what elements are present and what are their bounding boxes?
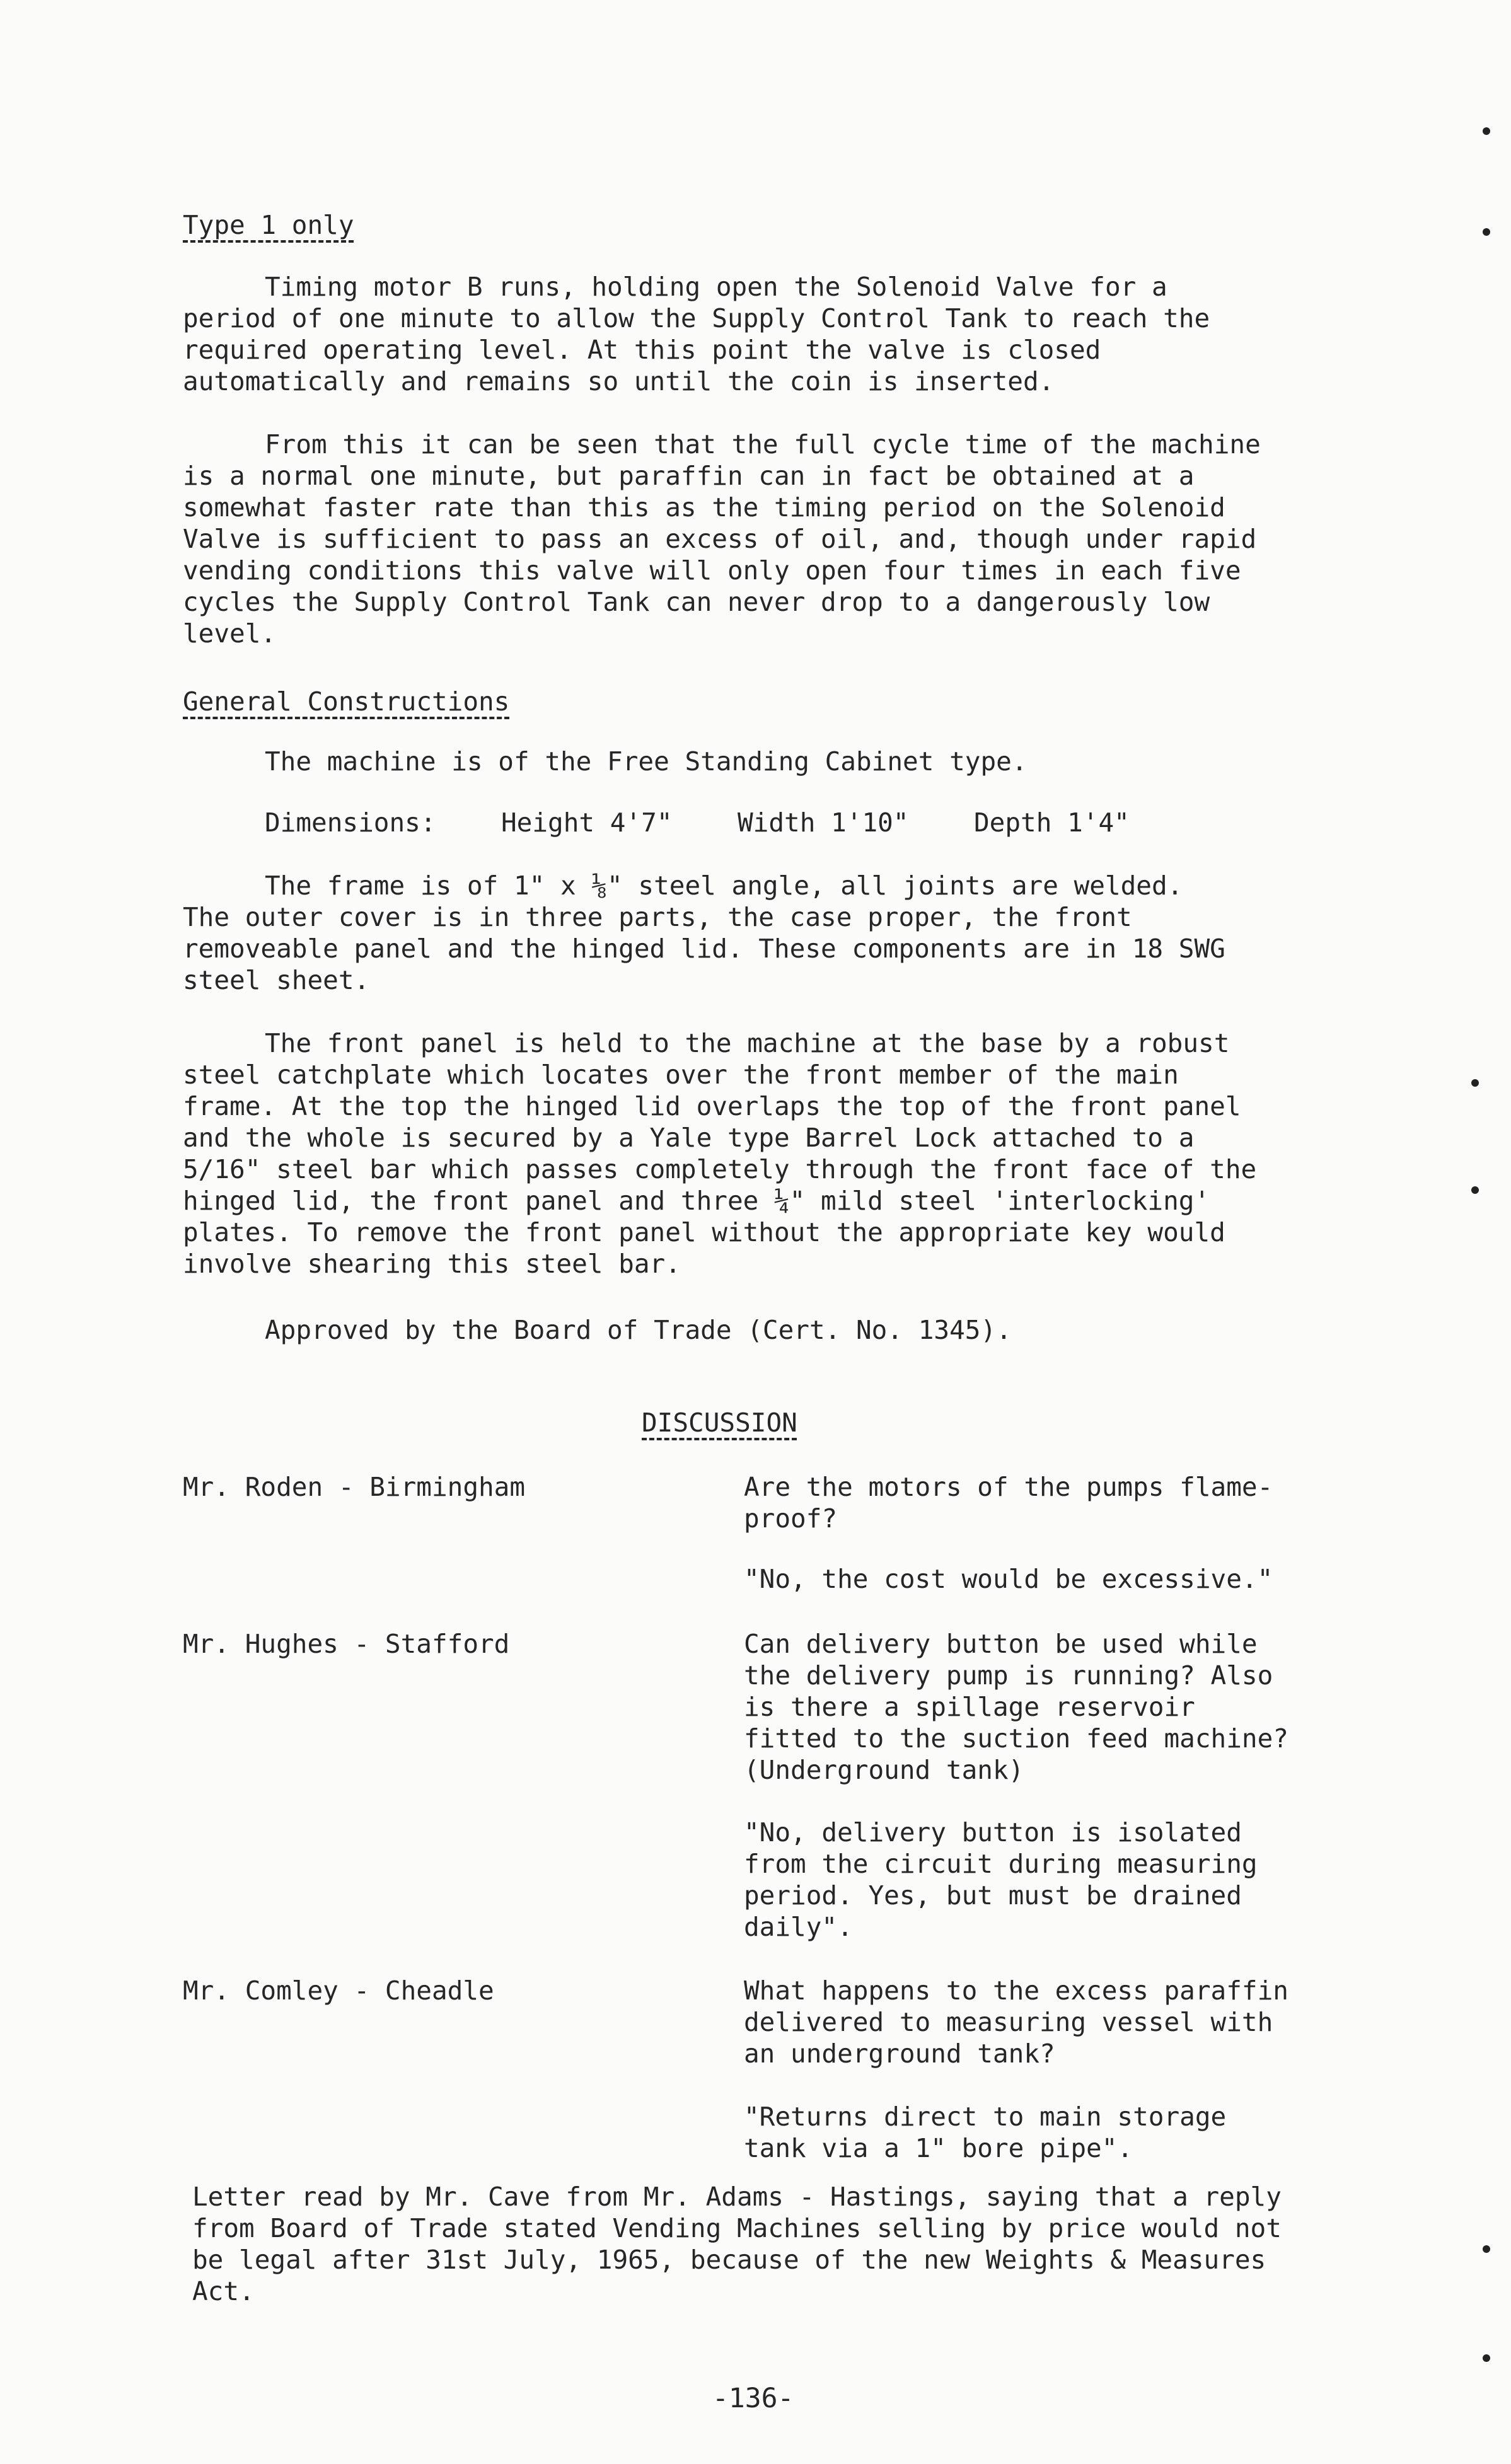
answer (744, 2101, 1226, 2164)
text-line: Are the motors of the pumps flame- (744, 1472, 1273, 1502)
text-line: (Underground tank) (744, 1755, 1024, 1785)
text-line: level. (183, 618, 277, 649)
text-line: automatically and remains so until the coin is inserted. (183, 366, 1055, 396)
answer (744, 1817, 1258, 1943)
answer (744, 1563, 1273, 1595)
question (744, 1975, 1288, 2069)
text-line: is a normal one minute, but paraffin can in fact be obtained at a (183, 461, 1195, 491)
text-line: Timing motor B runs, holding open the Solenoid Valve for a (265, 272, 1167, 302)
dimension-width: Width 1'10" (738, 807, 909, 838)
text-line: is there a spillage reservoir (744, 1692, 1195, 1722)
scan-mark (1483, 2245, 1490, 2253)
text-line: frame. At the top the hinged lid overlaps the top of the front panel (183, 1091, 1241, 1121)
text-line: The front panel is held to the machine at the base by a robust (265, 1028, 1230, 1058)
text-line: be legal after 31st July, 1965, because of the new Weights & Measures (192, 2245, 1266, 2275)
text-line: an underground tank? (744, 2039, 1055, 2069)
question (744, 1471, 1273, 1534)
text-line: fitted to the suction feed machine? (744, 1723, 1288, 1754)
dimensions-label: Dimensions: (265, 807, 436, 838)
page-number: -136- (712, 2383, 794, 2414)
text-line: somewhat faster rate than this as the timing period on the Solenoid (183, 492, 1225, 523)
text-line: From this it can be seen that the full cycle time of the machine (265, 429, 1261, 460)
text-line: Act. (192, 2276, 255, 2306)
text-line: The outer cover is in three parts, the case proper, the front (183, 902, 1132, 932)
cabinet-line: The machine is of the Free Standing Cabinet type. (265, 746, 1028, 777)
text-line: cycles the Supply Control Tank can never drop to a dangerously low (183, 587, 1210, 617)
cycle-paragraph (183, 429, 1261, 649)
text-line: 5/16" steel bar which passes completely through the front face of the (183, 1154, 1257, 1184)
text-line: steel catchplate which locates over the front member of the main (183, 1060, 1179, 1090)
text-line: Valve is sufficient to pass an excess of oil, and, though under rapid (183, 524, 1257, 554)
scan-mark (1471, 1079, 1479, 1087)
scan-mark (1471, 1186, 1479, 1194)
text-line: "Returns direct to main storage (744, 2102, 1227, 2132)
text-line: tank via a 1" bore pipe". (744, 2133, 1133, 2163)
discussion-heading: DISCUSSION (642, 1408, 797, 1438)
question (744, 1628, 1288, 1786)
text-line: removeable panel and the hinged lid. These components are in 18 SWG (183, 934, 1225, 964)
text-line: Can delivery button be used while (744, 1629, 1258, 1659)
text-line: What happens to the excess paraffin (744, 1975, 1288, 2006)
general-heading: General Constructions (183, 686, 510, 717)
speaker-name: Mr. Comley - Cheadle (183, 1975, 494, 2006)
text-line: proof? (744, 1503, 838, 1534)
text-line: Letter read by Mr. Cave from Mr. Adams - Hastings, saying that a reply (192, 2182, 1282, 2212)
text-line: from the circuit during measuring (744, 1849, 1258, 1879)
speaker-name: Mr. Hughes - Stafford (183, 1629, 510, 1659)
text-line: period. Yes, but must be drained (744, 1880, 1242, 1911)
text-line: the delivery pump is running? Also (744, 1660, 1273, 1691)
letter-paragraph (192, 2181, 1282, 2307)
dimension-depth: Depth 1'4" (974, 807, 1130, 838)
text-line: delivered to measuring vessel with (744, 2007, 1273, 2037)
text-line: hinged lid, the front panel and three ¼" mild steel 'interlocking' (183, 1186, 1210, 1216)
speaker-name: Mr. Roden - Birmingham (183, 1472, 526, 1502)
frame-paragraph (183, 870, 1225, 996)
scan-mark (1483, 127, 1490, 135)
text-line: period of one minute to allow the Supply Control Tank to reach the (183, 303, 1210, 333)
text-line: from Board of Trade stated Vending Machines selling by price would not (192, 2213, 1282, 2243)
text-line: vending conditions this valve will only open four times in each five (183, 555, 1241, 586)
dimension-height: Height 4'7" (501, 807, 673, 838)
type1-paragraph (183, 271, 1210, 397)
approval-line: Approved by the Board of Trade (Cert. No. 1345). (265, 1315, 1012, 1345)
text-line: The frame is of 1" x ⅛" steel angle, all joints are welded. (265, 870, 1183, 901)
text-line: daily". (744, 1912, 853, 1942)
front-panel-paragraph (183, 1027, 1256, 1280)
text-line: plates. To remove the front panel without the appropriate key would (183, 1217, 1225, 1247)
text-line: required operating level. At this point the valve is closed (183, 335, 1101, 365)
scan-mark (1483, 228, 1490, 236)
text-line: "No, the cost would be excessive." (744, 1564, 1273, 1594)
text-line: involve shearing this steel bar. (183, 1249, 681, 1279)
text-line: and the whole is secured by a Yale type Barrel Lock attached to a (183, 1123, 1195, 1153)
text-line: "No, delivery button is isolated (744, 1817, 1242, 1848)
scan-mark (1483, 2354, 1490, 2362)
type1-heading: Type 1 only (183, 210, 354, 240)
text-line: steel sheet. (183, 965, 370, 995)
